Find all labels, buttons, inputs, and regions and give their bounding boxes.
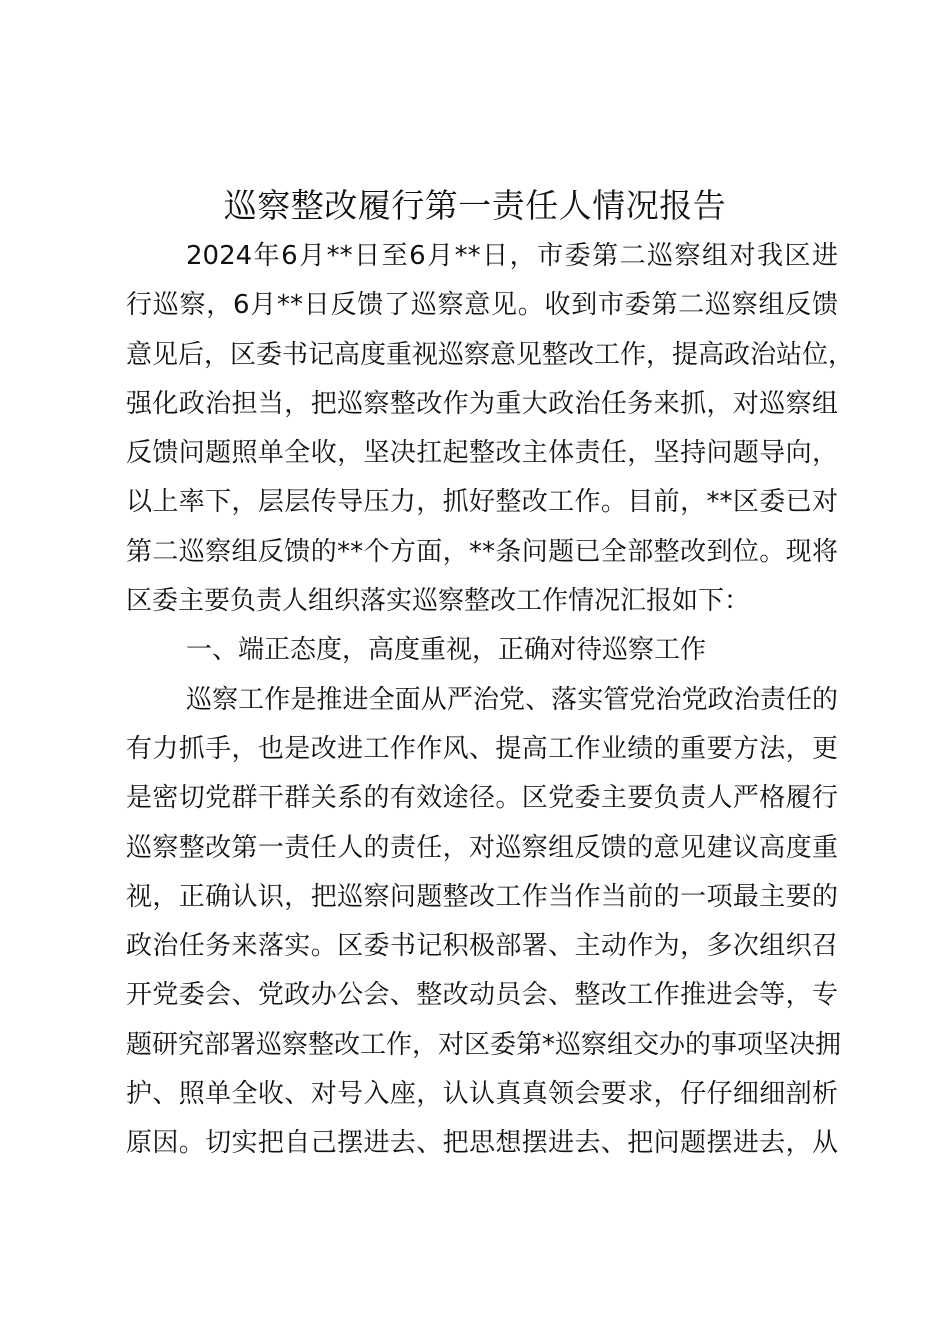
text-line: 题研究部署巡察整改工作，对区委第*巡察组交办的事项坚决拥: [126, 1029, 842, 1060]
text-line: 意见后，区委书记高度重视巡察意见整改工作，提高政治站位，: [126, 339, 855, 370]
text-line: 视，正确认识，把巡察问题整改工作当作当前的一项最主要的: [126, 881, 838, 912]
text-line: 政治任务来落实。区委书记积极部署、主动作为，多次组织召: [126, 931, 838, 962]
text-line: 是密切党群干群关系的有效途径。区党委主要负责人严格履行: [126, 783, 838, 814]
text-line: 有力抓手，也是改进工作作风、提高工作业绩的重要方法，更: [126, 733, 838, 764]
document-body: [126, 232, 855, 1169]
text-line: 巡察整改第一责任人的责任，对巡察组反馈的意见建议高度重: [126, 832, 838, 863]
section-heading: 一、端正态度，高度重视，正确对待巡察工作: [186, 635, 707, 666]
text-line: 护、照单全收、对号入座，认认真真领会要求，仔仔细细剖析: [126, 1079, 838, 1110]
text-line: 区委主要负责人组织落实巡察整改工作情况汇报如下：: [126, 586, 751, 617]
text-line: 反馈问题照单全收，坚决扛起整改主体责任，坚持问题导向，: [126, 438, 838, 469]
text-line: 强化政治担当，把巡察整改作为重大政治任务来抓，对巡察组: [126, 388, 838, 419]
text-line: 行巡察，6月**日反馈了巡察意见。收到市委第二巡察组反馈: [126, 290, 838, 321]
text-line: 原因。切实把自己摆进去、把思想摆进去、把问题摆进去，从: [126, 1128, 838, 1159]
text-line: 2024年6月**日至6月**日，市委第二巡察组对我区进: [186, 241, 838, 271]
text-line: 开党委会、党政办公会、整改动员会、整改工作推进会等，专: [126, 980, 838, 1011]
text-line: 巡察工作是推进全面从严治党、落实管党治党政治责任的: [186, 684, 838, 715]
text-line: 第二巡察组反馈的**个方面，**条问题已全部整改到位。现将: [126, 536, 838, 567]
document-title: 巡察整改履行第一责任人情况报告: [223, 186, 727, 225]
text-line: 以上率下，层层传导压力，抓好整改工作。目前，**区委已对: [126, 487, 838, 518]
